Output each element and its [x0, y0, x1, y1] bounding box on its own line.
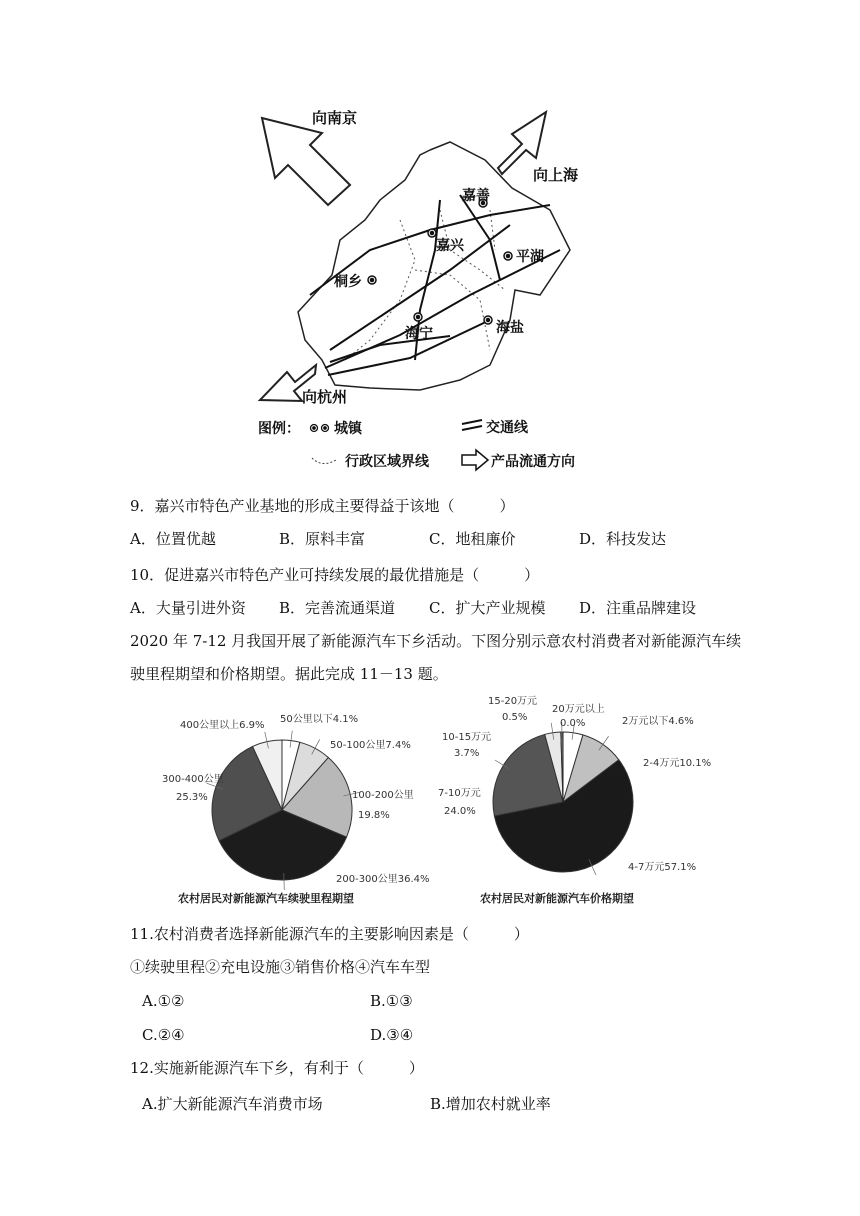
- label-city-pinghu: 平湖: [516, 249, 544, 265]
- pie-left-label-300-400: 300-400公里: [162, 774, 224, 785]
- q9-option-d[interactable]: D．科技发达: [579, 530, 667, 548]
- legend-town: 城镇: [334, 421, 362, 437]
- q11-stem: 11.农村消费者选择新能源汽车的主要影响因素是（ ）: [130, 925, 529, 943]
- q11-option-b[interactable]: B.①③: [370, 992, 413, 1010]
- pie-right-slices: [493, 722, 633, 875]
- pie-right-label-10-15: 10-15万元: [442, 732, 492, 743]
- q11-option-d[interactable]: D.③④: [370, 1026, 414, 1044]
- label-city-tongxiang: 桐乡: [334, 274, 362, 290]
- q10-option-d[interactable]: D．注重品牌建设: [579, 599, 697, 617]
- pie-left-label-50-100: 50-100公里7.4%: [330, 740, 411, 751]
- q12-option-b[interactable]: B.增加农村就业率: [430, 1095, 551, 1113]
- pie-right-label-4-7: 4-7万元57.1%: [628, 862, 697, 873]
- legend-town-icon: [311, 425, 329, 432]
- intro-line-2: 驶里程期望和价格期望。据此完成 11－13 题。: [130, 665, 448, 683]
- q9-option-c[interactable]: C．地租廉价: [429, 530, 516, 548]
- pie-left-label-300-400-pct: 25.3%: [176, 792, 208, 803]
- q12-stem: 12.实施新能源汽车下乡，有利于（ ）: [130, 1059, 424, 1077]
- legend-title: 图例：: [258, 421, 300, 437]
- label-shanghai: 向上海: [533, 166, 579, 184]
- q10-option-b[interactable]: B．完善流通渠道: [279, 599, 396, 617]
- q11-option-c[interactable]: C.②④: [142, 1026, 185, 1044]
- label-city-jiashan: 嘉善: [462, 188, 490, 204]
- label-city-haiyan: 海盐: [496, 320, 524, 336]
- q10-option-c[interactable]: C．扩大产业规模: [429, 599, 546, 617]
- intro-line-1: 2020 年 7-12 月我国开展了新能源汽车下乡活动。下图分别示意农村消费者对新能源汽车续: [130, 632, 742, 650]
- pie-right-label-20plus: 20万元以上: [552, 704, 605, 715]
- pie-left-label-100-200: 100-200公里: [352, 790, 414, 801]
- chart-range-expectation: [160, 700, 440, 910]
- pie-right-label-7-10: 7-10万元: [438, 788, 481, 799]
- pie-right-label-7-10-pct: 24.0%: [444, 806, 476, 817]
- legend-flow: 产品流通方向: [491, 454, 575, 470]
- q11-option-a[interactable]: A.①②: [142, 992, 185, 1010]
- arrow-nanjing-icon: [262, 118, 350, 205]
- pie-left-label-50below: 50公里以下4.1%: [280, 714, 359, 725]
- q10-stem: 10．促进嘉兴市特色产业可持续发展的最优措施是（ ）: [130, 566, 540, 584]
- pie-left-title: 农村居民对新能源汽车续驶里程期望: [178, 892, 354, 905]
- legend-traffic: 交通线: [486, 420, 528, 436]
- q9-stem: 9．嘉兴市特色产业基地的形成主要得益于该地（ ）: [130, 497, 515, 515]
- pie-left-label-100-200-pct: 19.8%: [358, 810, 390, 821]
- pie-right-label-15-20: 15-20万元: [488, 696, 538, 707]
- pie-right-title: 农村居民对新能源汽车价格期望: [480, 892, 634, 905]
- pie-right-label-15-20-pct: 0.5%: [502, 712, 528, 723]
- q9-option-b[interactable]: B．原料丰富: [279, 530, 366, 548]
- jiaxing-map: [250, 100, 630, 478]
- label-hangzhou: 向杭州: [302, 388, 348, 406]
- pie-right-label-2-4: 2-4万元10.1%: [643, 758, 712, 769]
- pie-left-slices: [207, 731, 360, 890]
- pie-left-label-200-300: 200-300公里36.4%: [336, 874, 430, 885]
- legend-traffic-icon: [462, 420, 482, 430]
- legend-boundary: 行政区域界线: [345, 454, 429, 470]
- label-nanjing: 向南京: [312, 109, 358, 127]
- legend-boundary-icon: [312, 458, 336, 464]
- pie-right-label-20plus-pct: 0.0%: [560, 718, 586, 729]
- q11-factors: ①续驶里程②充电设施③销售价格④汽车车型: [130, 958, 431, 976]
- q9-option-a[interactable]: A．位置优越: [130, 530, 216, 548]
- pie-right-label-10-15-pct: 3.7%: [454, 748, 480, 759]
- label-city-jiaxing: 嘉兴: [436, 238, 464, 254]
- pie-left-label-400plus: 400公里以上6.9%: [180, 720, 265, 731]
- label-city-haining: 海宁: [405, 326, 433, 342]
- pie-right-label-2below: 2万元以下4.6%: [622, 716, 694, 727]
- chart-price-expectation: [430, 690, 730, 910]
- arrow-shanghai-icon: [498, 112, 546, 174]
- q12-option-a[interactable]: A.扩大新能源汽车消费市场: [142, 1095, 323, 1113]
- q10-option-a[interactable]: A．大量引进外资: [130, 599, 246, 617]
- legend-flow-icon: [462, 450, 488, 470]
